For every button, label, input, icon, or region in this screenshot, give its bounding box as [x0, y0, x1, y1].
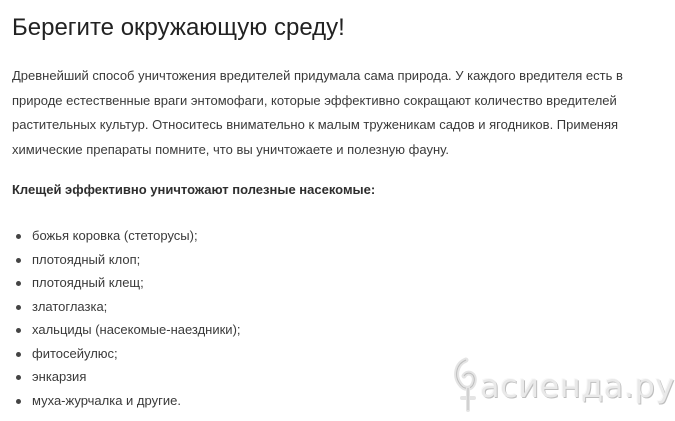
watermark: [446, 354, 675, 414]
beneficial-insects-list: [12, 226, 241, 414]
paragraph-line: химические препараты помните, что вы уничтожаете и полезную фауну.: [12, 141, 449, 157]
list-item: [12, 320, 241, 344]
section-subheading: Клещей эффективно уничтожают полезные насекомые:: [12, 182, 376, 197]
list-item: [12, 297, 241, 321]
paragraph-line: природе естественные враги энтомофаги, которые эффективно сокращают количество вредителей: [12, 92, 617, 108]
bullet-icon: [16, 375, 21, 380]
list-item: [12, 226, 241, 250]
intro-paragraph: [12, 64, 637, 162]
bullet-icon: [16, 399, 21, 404]
list-item: [12, 344, 241, 368]
list-item-text: божья коровка (стеторусы);: [32, 228, 198, 243]
list-item-text: златоглазка;: [32, 298, 108, 314]
bullet-icon: [16, 281, 21, 286]
list-item: [12, 273, 241, 297]
list-item-text: энкарзия: [32, 369, 87, 384]
bullet-icon: [16, 258, 21, 263]
list-item: [12, 367, 241, 391]
list-item-text: плотоядный клоп;: [32, 251, 141, 267]
list-item-text: фитосейулюс;: [32, 345, 118, 361]
paragraph-line: Древнейший способ уничтожения вредителей придумала сама природа. У каждого вредителя есть в: [12, 68, 623, 83]
list-item: [12, 250, 241, 274]
bullet-icon: [16, 305, 21, 310]
bullet-icon: [16, 352, 21, 357]
list-item: [12, 391, 241, 415]
list-item-text: муха-журчалка и другие.: [32, 392, 181, 408]
bullet-icon: [16, 328, 21, 333]
page-title: Берегите окружающую среду!: [12, 14, 345, 41]
list-item-text: плотоядный клещ;: [32, 275, 144, 290]
watermark-text: асиенда.ру: [480, 367, 675, 405]
bullet-icon: [16, 234, 21, 239]
list-item-text: хальциды (насекомые-наездники);: [32, 322, 241, 337]
paragraph-line: растительных культур. Относитесь внимательно к малым труженикам садов и ягодников. Применяя: [12, 117, 619, 132]
